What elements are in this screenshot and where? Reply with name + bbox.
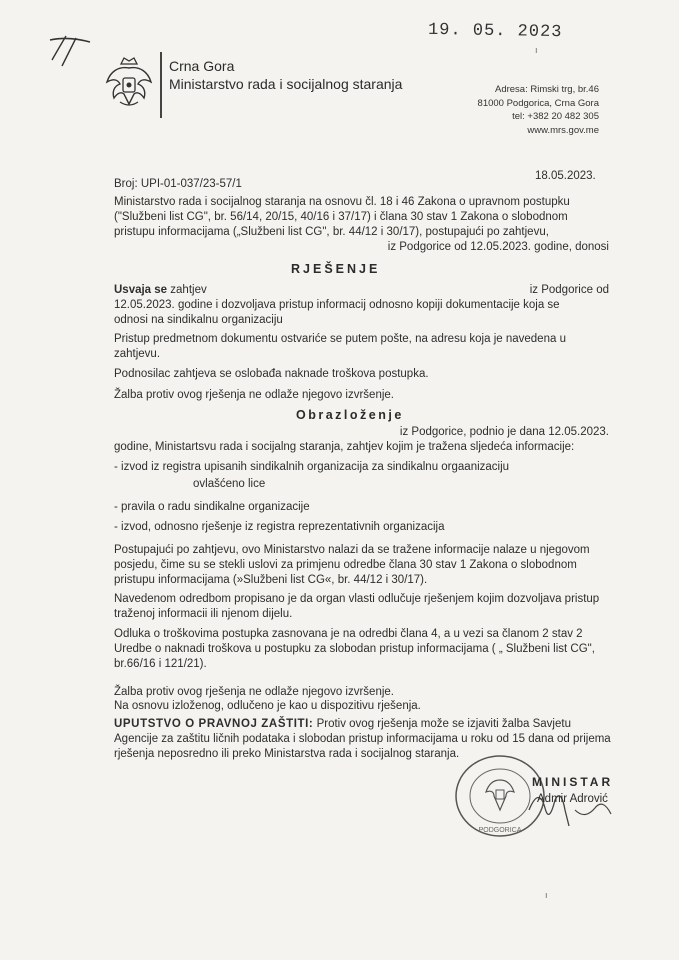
decision-title: RJEŠENJE [291, 262, 381, 276]
list-item: - izvod iz registra upisanih sindikalnih organizacija za sindikalnu orgaanizaciju [114, 461, 510, 473]
document-date: 18.05.2023. [535, 170, 596, 182]
decision-text: zahtjev [170, 284, 207, 296]
reasoning-paragraph: Postupajući po zahtjevu, ovo Ministarstvo nalazi da se tražene informacije nalaze u njegovom posjedu, čime su se stekli uslovi za primjenu odredbe člana 30 stav 1 Zakona o slobodnom pristupu informacijama (»Službeni list CG«, br. 44/12 i 30/17). [114, 544, 590, 586]
appeal-paragraph: Žalba protiv ovog rješenja ne odlaže njegovo izvršenje. [114, 389, 394, 401]
scan-mark: ı [545, 890, 548, 900]
address-line: 81000 Podgorica, Crna Gora [477, 97, 599, 109]
reasoning-line: godine, Ministartsvu rada i socijalng staranja, zahtjev kojim je tražena sljedeća informacije: [114, 441, 575, 453]
received-date-stamp: 19. 05. 2023 [427, 20, 563, 43]
signature-icon [525, 780, 625, 840]
reasoning-paragraph: Navedenom odredbom propisano je da organ vlasti odlučuje rješenjem kojim dozvoljava pristup traženoj informacii ili njenom dijelu. [114, 593, 600, 620]
address-line: www.mrs.gov.me [527, 124, 599, 136]
intro-paragraph: Ministarstvo rada i socijalnog staranja na osnovu čl. 18 i 46 Zakona o upravnom postupku ("Službeni list CG", br. 56/14, 20/15, 40/16 i 37/17) i člana 30 stav 1 Zakona o slobodnom [114, 196, 570, 223]
legal-remedy-text: Protiv ovog rješenja može se izjaviti žalba Savjetu Agencije za zaštitu ličnih podataka i slobodan pristup informacijama u roku od 15 dana od prijema rješenja neposredno ili preko Ministarstva rada i socijalnog staranja. [114, 718, 611, 760]
header-divider [160, 52, 162, 118]
decision-text: iz Podgorice od [529, 284, 609, 296]
list-item: - pravila o radu sindikalne organizacije [114, 501, 310, 513]
list-item: - izvod, odnosno rješenje iz registra reprezentativnih organizacija [114, 521, 445, 533]
reasoning-title: Obrazloženje [296, 408, 404, 422]
handwritten-mark [48, 32, 93, 72]
decision-keyword: Usvaja se [114, 284, 168, 296]
list-item-continuation: ovlašćeno lice [193, 478, 266, 490]
appeal-paragraph: Žalba protiv ovog rješenja ne odlaže njegovo izvršenje. [114, 686, 394, 698]
reasoning-line: iz Podgorice, podnio je dana 12.05.2023. [399, 426, 609, 438]
decision-line: 12.05.2023. godine i dozvoljava pristup informacij odnosno kopiji dokumentacije koja se [114, 299, 560, 311]
signatory-title: MINISTAR [532, 775, 614, 789]
seal-text: PODGORICA [478, 827, 522, 834]
address-line: tel: +382 20 482 305 [512, 111, 599, 122]
decision-line [114, 283, 609, 298]
intro-line: iz Podgorice od 12.05.2023. godine, donosi [387, 241, 609, 253]
scan-mark: ı [535, 45, 538, 55]
decision-line: odnosi na sindikalnu organizaciju [114, 314, 283, 326]
conclusion-paragraph: Na osnovu izloženog, odlučeno je kao u dispozitivu rješenja. [114, 700, 421, 712]
coat-of-arms-icon [104, 56, 154, 110]
signatory-name: Admir Adrović [537, 793, 608, 805]
fees-paragraph: Podnosilac zahtjeva se oslobađa naknade troškova postupka. [114, 368, 429, 380]
address-line: Adresa: Rimski trg, br.46 [494, 84, 599, 95]
country-name: Crna Gora [169, 58, 235, 74]
reference-number: Broj: UPI-01-037/23-57/1 [114, 178, 242, 190]
reasoning-paragraph: Odluka o troškovima postupka zasnovana je na odredbi člana 4, a u vezi sa članom 2 stav 2 Uredbe o naknadi troškova u postupku za slobodan pristup informacijama ( „ Službeni list CG", br.66/16 i 121/21). [114, 628, 595, 670]
access-paragraph: Pristup predmetnom dokumentu ostvariće se putem pošte, na adresu koja je navedena u zahtjevu. [114, 333, 566, 360]
intro-line: pristupu informacijama („Službeni list CG", br. 44/12 i 30/17), postupajući po zahtjevu, [114, 226, 549, 238]
legal-remedy-label: UPUTSTVO O PRAVNOJ ZAŠTITI: [114, 718, 314, 730]
address-block [478, 83, 599, 137]
ministry-name: Ministarstvo rada i socijalnog staranja [169, 76, 403, 92]
